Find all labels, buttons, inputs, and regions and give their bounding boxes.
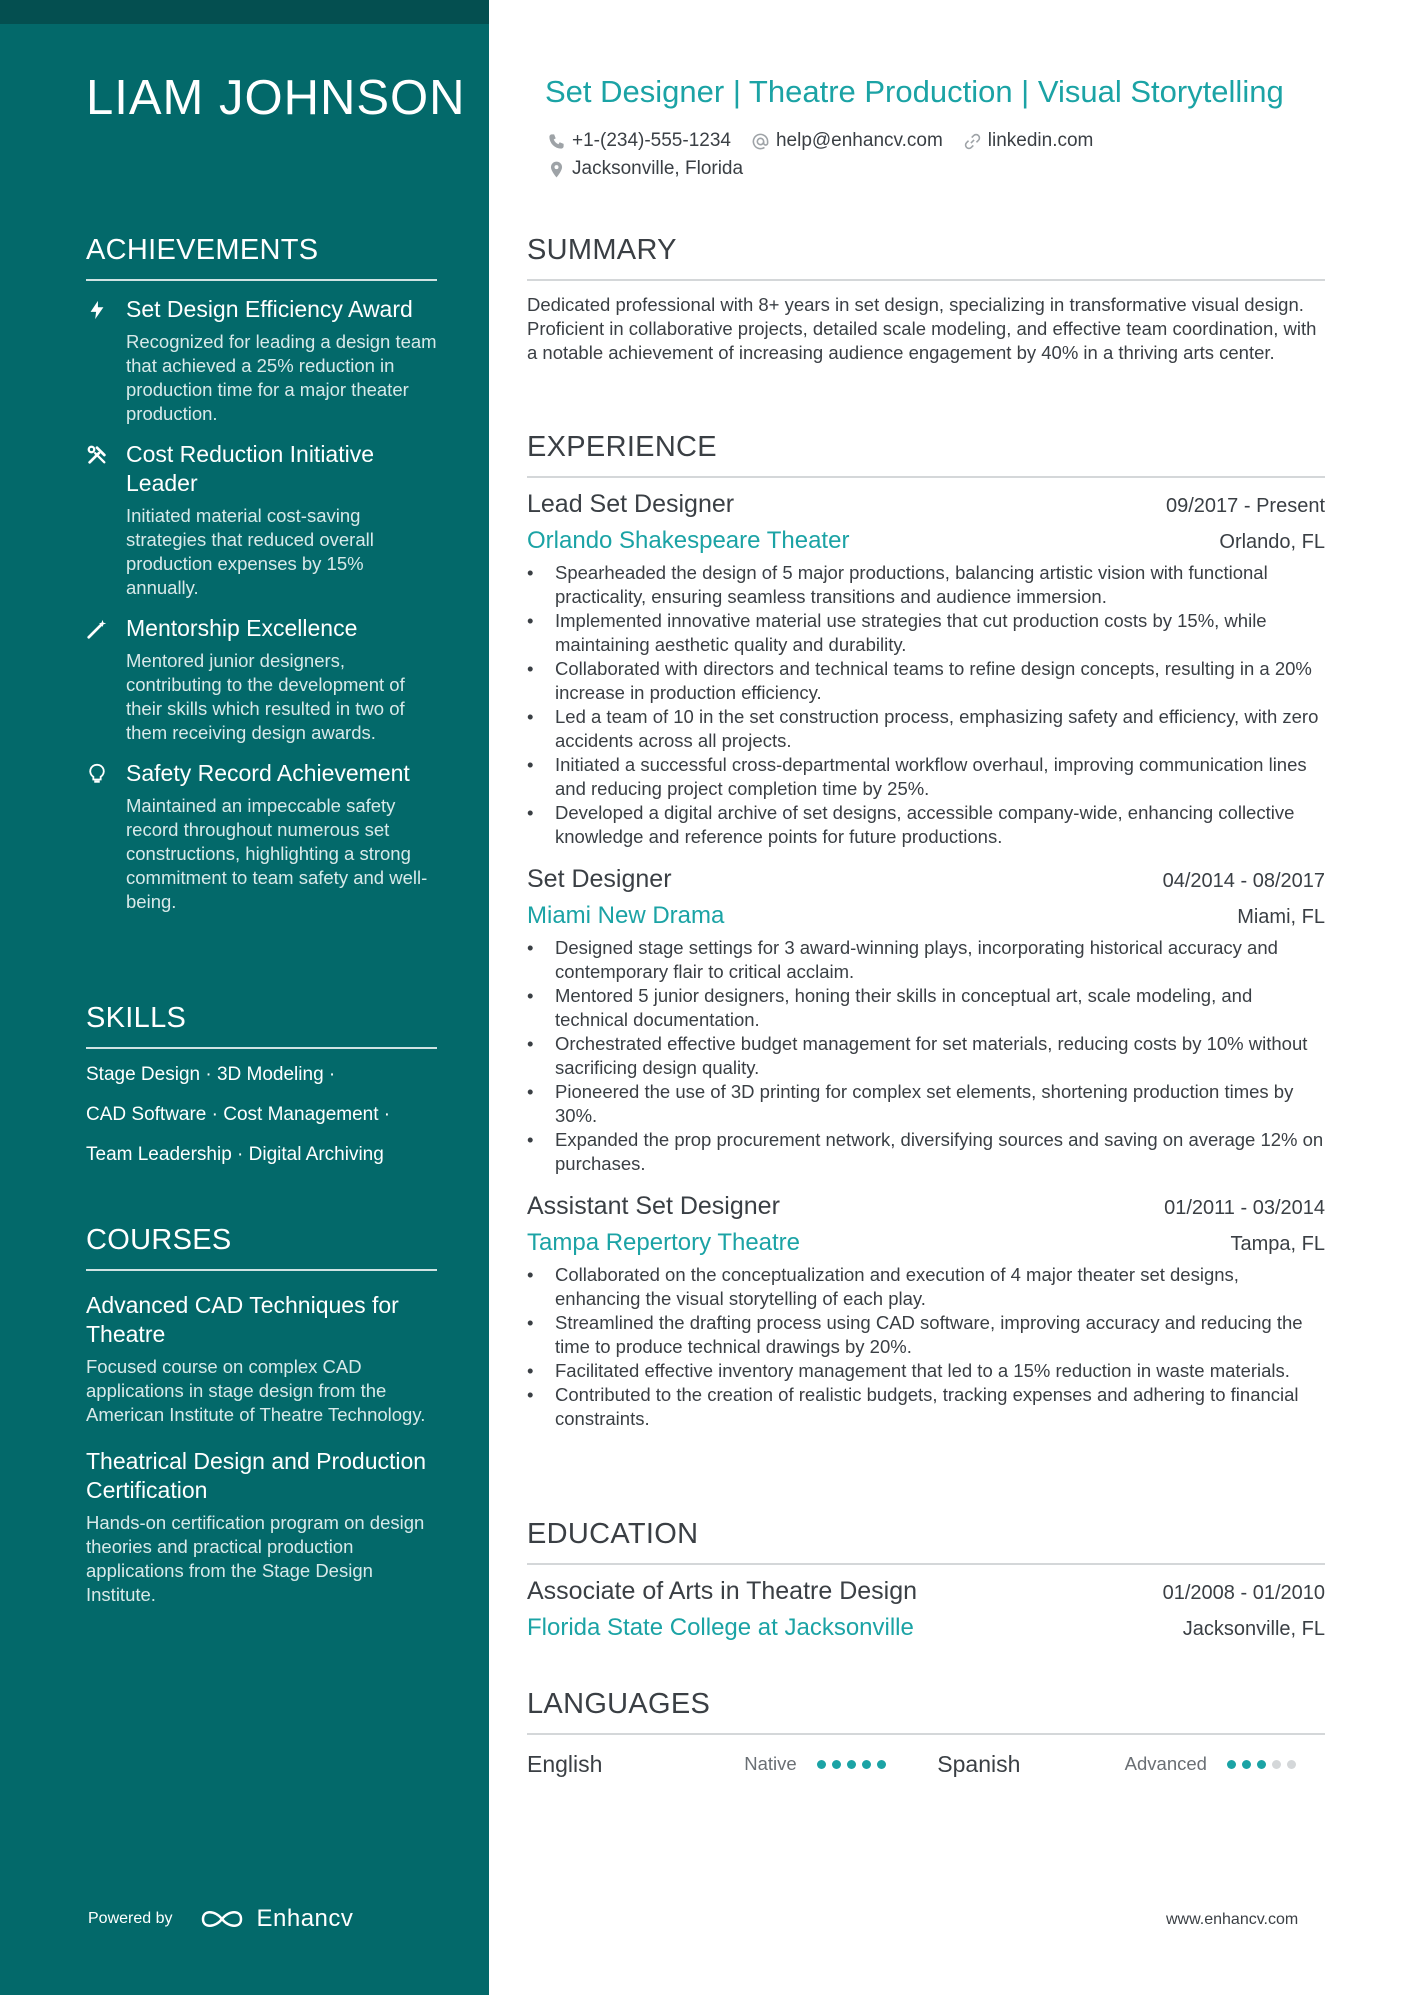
job-title: Set Designer bbox=[527, 865, 672, 893]
summary-text: Dedicated professional with 8+ years in set design, specializing in transformative visual design. Proficient in collaborative projects, detailed scale modeling, and effective team coordination, with a notable achievement of increasing audience engagement by 40% in a thriving arts center. bbox=[527, 294, 1317, 363]
degree-title: Associate of Arts in Theatre Design bbox=[527, 1577, 918, 1605]
job-entry bbox=[527, 1192, 1325, 1431]
achievements-title: ACHIEVEMENTS bbox=[86, 234, 437, 281]
skills-title: SKILLS bbox=[86, 1002, 437, 1049]
job-bullet: • Collaborated with directors and technical teams to refine design concepts, resulting in a 20% increase in production efficiency. bbox=[527, 657, 1325, 705]
job-bullet: • Pioneered the use of 3D printing for complex set elements, shortening production times by 30%. bbox=[527, 1080, 1325, 1128]
sidebar bbox=[0, 0, 489, 1995]
language-name: Spanish bbox=[937, 1750, 1021, 1777]
enhancv-logo-icon bbox=[199, 1906, 245, 1932]
job-bullet: • Implemented innovative material use strategies that cut production costs by 15%, while maintaining aesthetic quality and durability. bbox=[527, 609, 1325, 657]
job-bullet: • Contributed to the creation of realistic budgets, tracking expenses and adhering to financial constraints. bbox=[527, 1383, 1325, 1431]
rating-dot-filled bbox=[817, 1760, 826, 1769]
job-title: Lead Set Designer bbox=[527, 490, 735, 518]
lightning-icon bbox=[86, 299, 108, 321]
languages-title: LANGUAGES bbox=[527, 1688, 1325, 1735]
contact-info bbox=[547, 127, 1337, 183]
candidate-name: LIAM JOHNSON bbox=[86, 71, 466, 125]
achievement-item bbox=[86, 440, 437, 600]
courses-section bbox=[86, 1224, 437, 1607]
rating-dot-filled bbox=[847, 1760, 856, 1769]
enhancv-brand: Enhancv bbox=[256, 1905, 354, 1932]
languages-section bbox=[527, 1688, 1325, 1779]
job-bullets bbox=[527, 936, 1325, 1176]
job-company: Orlando Shakespeare Theater bbox=[527, 527, 850, 554]
job-entry bbox=[527, 490, 1325, 849]
language-name: English bbox=[527, 1750, 603, 1777]
job-location: Miami, FL bbox=[1237, 906, 1325, 928]
achievement-description: Mentored junior designers, contributing to the development of their skills which resulted in two of them receiving design awards. bbox=[126, 650, 405, 743]
location-text: Jacksonville, Florida bbox=[572, 158, 744, 179]
experience-section bbox=[527, 431, 1325, 1431]
language-level: Advanced bbox=[1124, 1753, 1207, 1774]
footer-url[interactable]: www.enhancv.com bbox=[1166, 1911, 1299, 1928]
email-contact[interactable] bbox=[751, 130, 943, 152]
skill-line: Team Leadership · Digital Archiving bbox=[86, 1144, 384, 1165]
rating-dot-empty bbox=[1272, 1760, 1281, 1769]
achievement-title: Safety Record Achievement bbox=[126, 760, 410, 786]
linkedin-text: linkedin.com bbox=[987, 130, 1094, 151]
phone-text: +1-(234)-555-1234 bbox=[572, 130, 731, 151]
summary-section bbox=[527, 234, 1325, 365]
courses-title: COURSES bbox=[86, 1224, 437, 1271]
course-item bbox=[86, 1291, 437, 1427]
skills-list bbox=[86, 1063, 437, 1167]
sidebar-top-bar bbox=[0, 0, 489, 24]
job-bullet: • Streamlined the drafting process using CAD software, improving accuracy and reducing the time to produce technical drawings by 20%. bbox=[527, 1311, 1325, 1359]
course-title: Advanced CAD Techniques for Theatre bbox=[86, 1292, 399, 1347]
achievement-title: Cost Reduction Initiative Leader bbox=[126, 441, 375, 496]
education-title: EDUCATION bbox=[527, 1518, 1325, 1565]
job-bullets bbox=[527, 1263, 1325, 1431]
job-bullet: • Mentored 5 junior designers, honing their skills in conceptual art, scale modeling, and technical documentation. bbox=[527, 984, 1325, 1032]
job-date: 04/2014 - 08/2017 bbox=[1162, 870, 1325, 892]
rating-dot-filled bbox=[1242, 1760, 1251, 1769]
powered-by-label: Powered by bbox=[88, 1910, 173, 1927]
magic-wand-icon bbox=[86, 618, 108, 640]
job-bullet: • Expanded the prop procurement network, diversifying sources and saving on average 12% on purchases. bbox=[527, 1128, 1325, 1176]
link-icon bbox=[963, 132, 982, 151]
linkedin-contact[interactable] bbox=[963, 130, 1094, 152]
job-location: Tampa, FL bbox=[1230, 1233, 1325, 1255]
summary-title: SUMMARY bbox=[527, 234, 1325, 281]
rating-dot-filled bbox=[1257, 1760, 1266, 1769]
language-rating bbox=[817, 1760, 938, 1769]
phone-contact[interactable] bbox=[547, 130, 731, 152]
rating-dot-filled bbox=[862, 1760, 871, 1769]
course-title: Theatrical Design and Production Certification bbox=[86, 1448, 427, 1503]
experience-title: EXPERIENCE bbox=[527, 431, 1325, 478]
language-rating bbox=[1227, 1760, 1325, 1769]
job-title: Assistant Set Designer bbox=[527, 1192, 780, 1220]
job-location: Orlando, FL bbox=[1219, 531, 1325, 553]
hammer-wrench-icon bbox=[86, 444, 108, 466]
job-bullet: • Collaborated on the conceptualization and execution of 4 major theater set designs, enhancing the visual storytelling of each play. bbox=[527, 1263, 1325, 1311]
powered-by bbox=[88, 1905, 353, 1933]
location-contact bbox=[547, 158, 743, 180]
achievement-description: Recognized for leading a design team that achieved a 25% reduction in production time for a major theater production. bbox=[126, 331, 437, 424]
job-bullet: • Spearheaded the design of 5 major productions, balancing artistic vision with functional practicality, ensuring seamless transitions and audience immersion. bbox=[527, 561, 1325, 609]
course-item bbox=[86, 1447, 437, 1607]
languages-row bbox=[527, 1749, 1325, 1779]
language-level: Native bbox=[744, 1753, 797, 1774]
education-date: 01/2008 - 01/2010 bbox=[1162, 1582, 1325, 1604]
job-bullet: • Designed stage settings for 3 award-winning plays, incorporating historical accuracy and contemporary flair to critical acclaim. bbox=[527, 936, 1325, 984]
school-location: Jacksonville, FL bbox=[1182, 1618, 1325, 1640]
achievement-title: Mentorship Excellence bbox=[126, 615, 358, 641]
job-bullet: • Orchestrated effective budget management for set materials, reducing costs by 10% without sacrificing design quality. bbox=[527, 1032, 1325, 1080]
job-bullet: • Developed a digital archive of set designs, accessible company-wide, enhancing collective knowledge and reference points for future productions. bbox=[527, 801, 1325, 849]
education-section bbox=[527, 1518, 1325, 1642]
at-icon bbox=[751, 132, 770, 151]
phone-icon bbox=[547, 132, 566, 151]
rating-dot-filled bbox=[1227, 1760, 1236, 1769]
lightbulb-icon bbox=[86, 763, 108, 785]
rating-dot-filled bbox=[877, 1760, 886, 1769]
job-company: Miami New Drama bbox=[527, 902, 725, 929]
rating-dot-filled bbox=[832, 1760, 841, 1769]
location-pin-icon bbox=[547, 160, 566, 179]
skills-section bbox=[86, 1002, 437, 1183]
achievement-description: Initiated material cost-saving strategies that reduced overall production expenses by 15% annually. bbox=[126, 505, 374, 598]
email-text: help@enhancv.com bbox=[775, 130, 943, 151]
achievement-item bbox=[86, 614, 437, 745]
achievement-description: Maintained an impeccable safety record throughout numerous set constructions, highlighting a strong commitment to team safety and well-being. bbox=[126, 795, 428, 912]
education-entry bbox=[527, 1577, 1325, 1642]
rating-dot-empty bbox=[1287, 1760, 1296, 1769]
course-description: Hands-on certification program on design theories and practical production applications from the Stage Design Institute. bbox=[86, 1512, 425, 1605]
achievement-title: Set Design Efficiency Award bbox=[126, 296, 413, 322]
school-name: Florida State College at Jacksonville bbox=[527, 1614, 914, 1641]
achievement-item bbox=[86, 759, 437, 914]
course-description: Focused course on complex CAD applications in stage design from the American Institute of Theatre Technology. bbox=[86, 1356, 426, 1425]
achievement-item bbox=[86, 295, 437, 426]
job-bullet: • Facilitated effective inventory management that led to a 15% reduction in waste materials. bbox=[527, 1359, 1325, 1383]
job-bullet: • Led a team of 10 in the set construction process, emphasizing safety and efficiency, with zero accidents across all projects. bbox=[527, 705, 1325, 753]
job-entry bbox=[527, 865, 1325, 1176]
job-bullets bbox=[527, 561, 1325, 849]
job-bullet: • Initiated a successful cross-departmental workflow overhaul, improving communication lines and reducing project completion time by 25%. bbox=[527, 753, 1325, 801]
job-date: 09/2017 - Present bbox=[1166, 495, 1325, 517]
headline: Set Designer | Theatre Production | Visual Storytelling bbox=[545, 74, 1284, 109]
skill-line: Stage Design · 3D Modeling · bbox=[86, 1064, 336, 1085]
skill-line: CAD Software · Cost Management · bbox=[86, 1104, 391, 1125]
job-date: 01/2011 - 03/2014 bbox=[1164, 1197, 1325, 1219]
job-company: Tampa Repertory Theatre bbox=[527, 1229, 801, 1256]
achievements-section bbox=[86, 234, 437, 914]
